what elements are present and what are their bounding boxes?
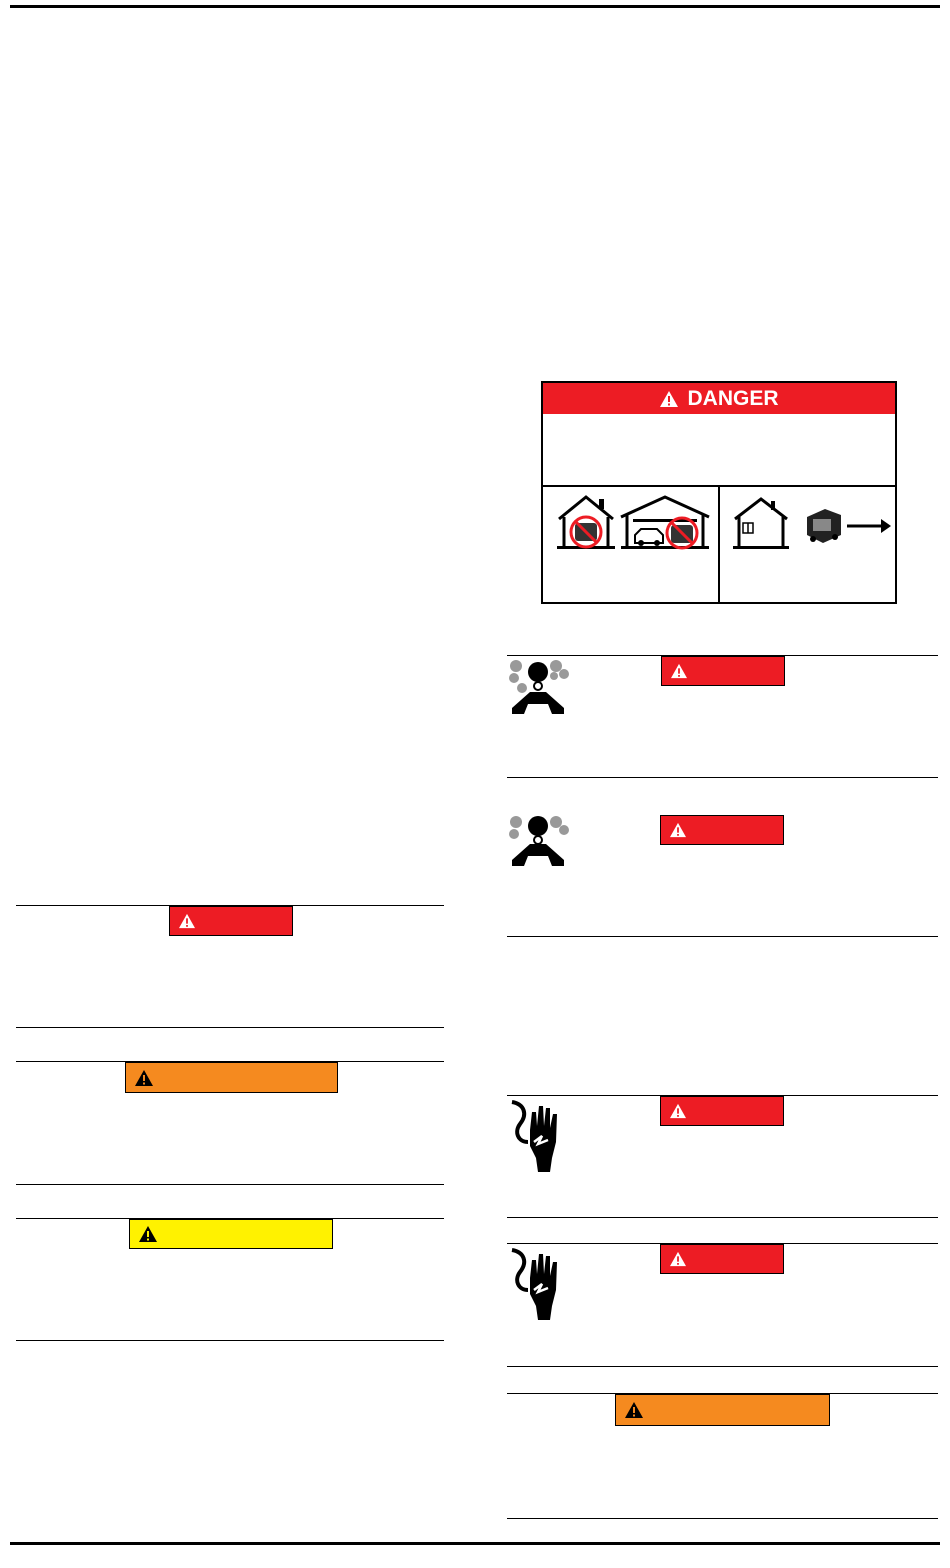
left-danger-bottom-rule	[16, 1027, 444, 1028]
warning-triangle-icon	[669, 1103, 687, 1119]
danger-label	[541, 381, 897, 604]
warning-triangle-icon	[659, 390, 679, 408]
generator-arrow-icon	[801, 505, 893, 547]
toxic-fumes-icon	[508, 658, 570, 714]
danger-label-mid-divider	[718, 487, 720, 602]
page-bottom-rule	[10, 1542, 940, 1545]
warning-triangle-icon	[178, 913, 196, 929]
garage-no-generator-icon	[619, 493, 711, 553]
page-top-rule	[10, 5, 940, 8]
danger-label-header-word: DANGER	[687, 386, 779, 410]
warning-triangle-icon	[670, 663, 688, 679]
warning-triangle-icon	[138, 1225, 158, 1243]
right-notice-3-bottom-rule	[507, 1217, 938, 1218]
left-caution-signal-bar	[129, 1219, 333, 1249]
warning-triangle-icon	[624, 1401, 644, 1419]
right-notice-2-bottom-rule	[507, 936, 938, 937]
right-notice-1-bottom-rule	[507, 777, 938, 778]
right-notice-1-signal-bar	[661, 656, 785, 686]
toxic-fumes-icon	[508, 814, 570, 866]
house-icon	[731, 495, 791, 551]
danger-label-header	[543, 383, 895, 414]
right-notice-5-signal-bar	[615, 1394, 830, 1426]
right-notice-3-signal-bar	[660, 1096, 784, 1126]
electric-shock-hand-icon	[508, 1098, 570, 1174]
warning-triangle-icon	[134, 1069, 154, 1087]
left-caution-bottom-rule	[16, 1340, 444, 1341]
right-notice-5-bottom-rule	[507, 1518, 938, 1519]
right-notice-4-signal-bar	[660, 1244, 784, 1274]
left-warning-bottom-rule	[16, 1184, 444, 1185]
warning-triangle-icon	[669, 1251, 687, 1267]
left-danger-signal-bar	[169, 906, 293, 936]
warning-triangle-icon	[669, 822, 687, 838]
left-warning-signal-bar	[125, 1062, 338, 1093]
right-notice-2-signal-bar	[660, 815, 784, 845]
electric-shock-hand-icon	[508, 1246, 570, 1322]
house-no-generator-icon	[555, 493, 617, 553]
right-notice-4-bottom-rule	[507, 1366, 938, 1367]
